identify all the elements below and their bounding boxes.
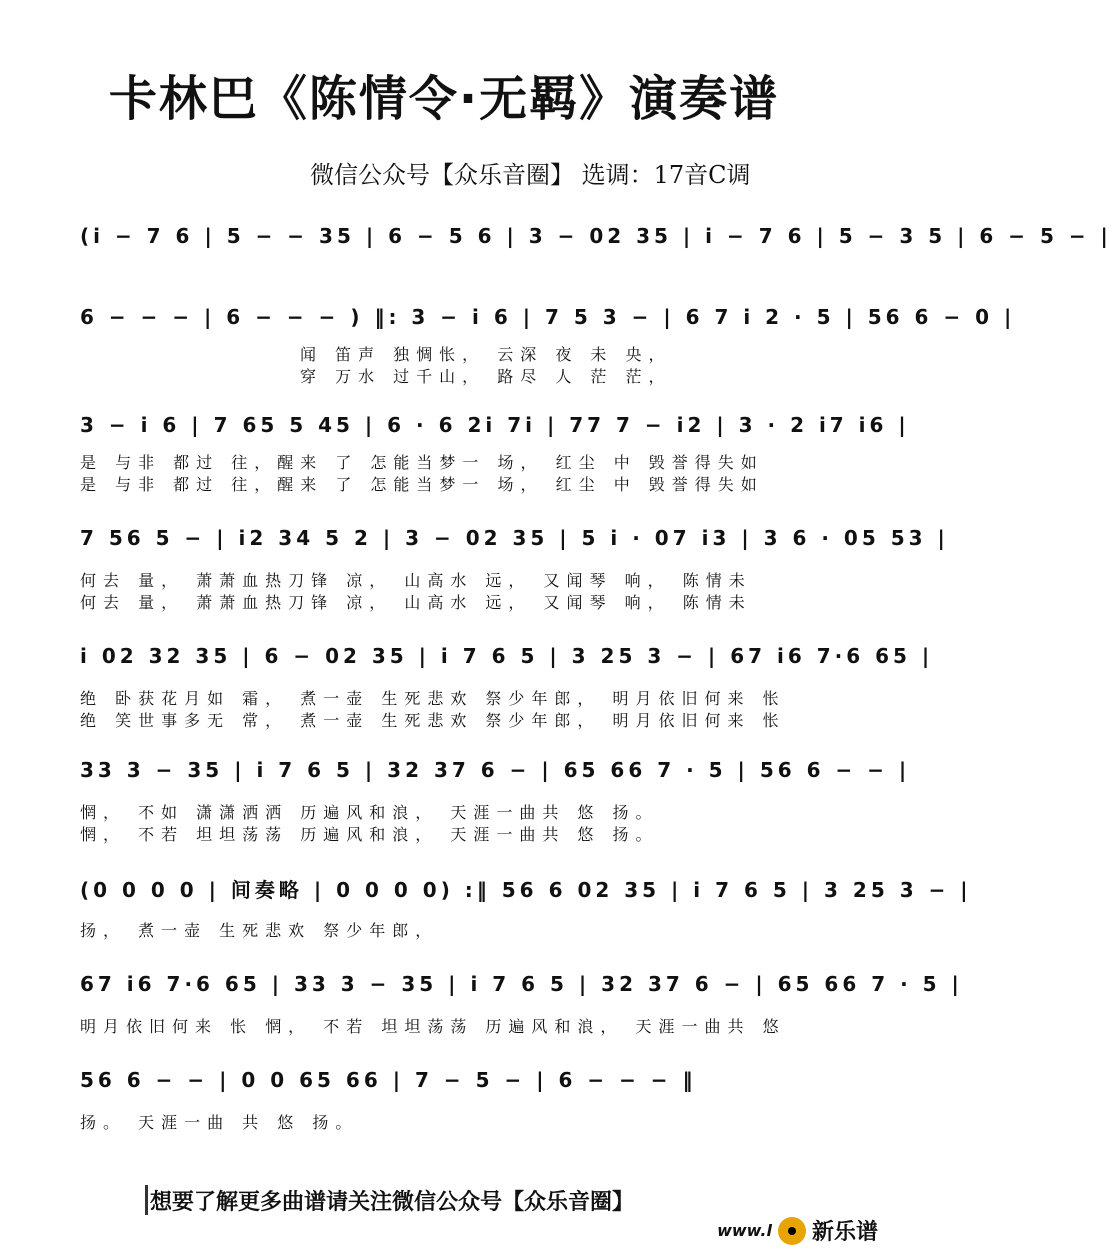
page-title: 卡林巴《陈情令·无羁》演奏谱 xyxy=(108,71,780,127)
system-9 xyxy=(80,1050,820,1132)
score xyxy=(80,200,1112,1132)
notes-line: (i̇ − 7 6 | 5 − − 35 | 6 − 5 6 | 3 − 02 35 | i̇ − 7 6 | 5 − 3 5 | 6 − 5 − | xyxy=(80,224,1112,248)
system-8 xyxy=(80,954,963,1036)
notes-line: 33 3 − 35 | i 7 6 5 | 32 37 6 − | 65 66 7 · 5 | 56 6 − − | xyxy=(80,758,911,782)
lyric-line: 何去 量， 萧萧血热刀锋 凉， 山高水 远， 又闻琴 响， 陈情未 xyxy=(80,571,752,590)
system-7 xyxy=(80,858,972,940)
site-logo[interactable] xyxy=(717,1215,878,1246)
notes-line: i 02 32 35 | 6 − 02 35 | i 7 6 5 | 3 25 3 − | 67 i6 7·6 65 | xyxy=(80,644,934,668)
system-2 xyxy=(80,292,1016,386)
notes-line: 67 i6 7·6 65 | 33 3 − 35 | i 7 6 5 | 32 37 6 − | 65 66 7 · 5 | xyxy=(80,972,963,996)
footer-text: 想要了解更多曲谱请关注微信公众号【众乐音圈】 xyxy=(150,1190,635,1215)
lyric-line: 闻 笛声 独惆怅， 云深 夜 未 央， xyxy=(300,345,672,364)
lyric-line: 穿 万水 过千山， 路尽 人 茫 茫， xyxy=(300,367,672,386)
notes-line: 3 − i 6 | 7 65 5 45 | 6 · 6 2i 7i | 77 7 − i2 | 3 · 2 i7 i6 | xyxy=(80,413,910,437)
lyric-line: 绝 笑世事多无 常， 煮一壶 生死悲欢 祭少年郎， 明月依旧何来 怅 xyxy=(80,711,786,730)
logo-brand: 新乐谱 xyxy=(811,1220,878,1245)
system-1 xyxy=(80,200,1112,272)
lyric-line: 扬， 煮一壶 生死悲欢 祭少年郎， xyxy=(80,921,439,940)
notes-line: 56 6 − − | 0 0 65 66 | 7 − 5 − | 6 − − − ‖ xyxy=(80,1068,697,1092)
lyric-line: 何去 量， 萧萧血热刀锋 凉， 山高水 远， 又闻琴 响， 陈情未 xyxy=(80,593,752,612)
lyric-line: 明月依旧何来 怅 惘， 不若 坦坦荡荡 历遍风和浪， 天涯一曲共 悠 xyxy=(80,1017,786,1036)
lyric-line: 惘， 不若 坦坦荡荡 历遍风和浪， 天涯一曲共 悠 扬。 xyxy=(80,825,659,844)
notes-line: 7 56 5 − | i2 34 5 2 | 3 − 02 35 | 5 i · 07 i3 | 3 6 · 05 53 | xyxy=(80,526,949,550)
lyric-line: 是 与非 都过 往，醒来 了 怎能当梦一 场， 红尘 中 毁誉得失如 xyxy=(80,453,764,472)
subtitle: 微信公众号【众乐音圈】 选调：17音C调 xyxy=(310,161,751,189)
lyric-line: 扬。 天涯一曲 共 悠 扬。 xyxy=(80,1113,359,1132)
system-4 xyxy=(80,508,949,612)
system-6 xyxy=(80,740,911,844)
notes-line: (0 0 0 0 | 间奏略 | 0 0 0 0) :‖ 56 6 02 35 | i 7 6 5 | 3 25 3 − | xyxy=(80,877,972,902)
lyric-line: 惘， 不如 潇潇洒洒 历遍风和浪， 天涯一曲共 悠 扬。 xyxy=(80,803,659,822)
lyric-line: 绝 卧获花月如 霜， 煮一壶 生死悲欢 祭少年郎， 明月依旧何来 怅 xyxy=(80,689,786,708)
system-3 xyxy=(80,400,910,494)
disc-icon xyxy=(778,1217,806,1245)
notes-line: 6 − − − | 6 − − − ) ‖: 3 − i 6 | 7 5 3 − | 6 7 i 2 · 5 | 56 6 − 0 | xyxy=(80,305,1016,329)
footer-bar xyxy=(145,1185,148,1215)
system-5 xyxy=(80,626,934,730)
lyric-line: 是 与非 都过 往，醒来 了 怎能当梦一 场， 红尘 中 毁誉得失如 xyxy=(80,475,764,494)
logo-url: www.l xyxy=(717,1221,772,1240)
